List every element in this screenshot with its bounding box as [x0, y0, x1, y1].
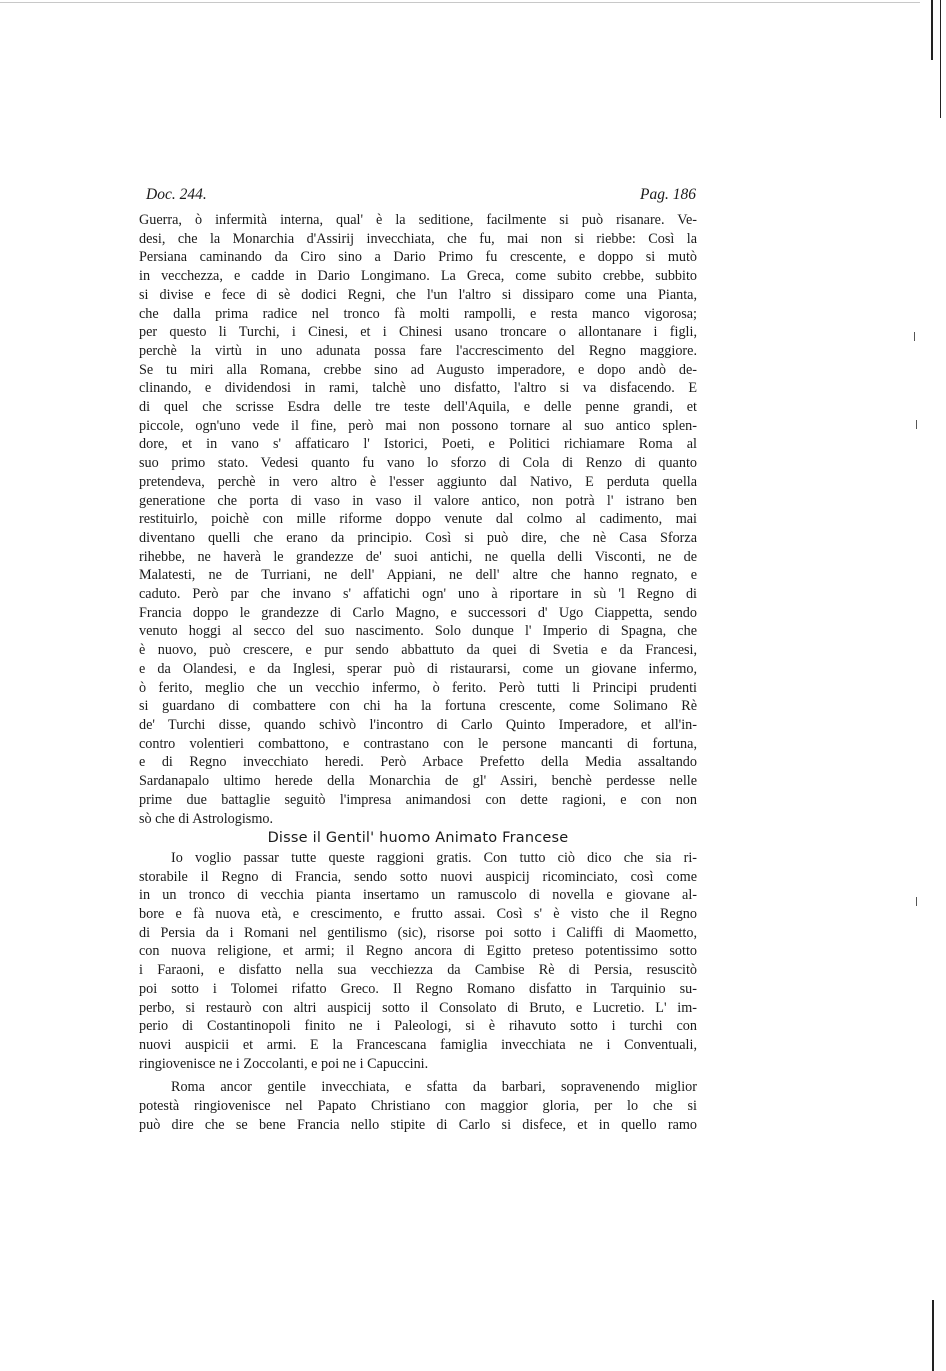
text-line: di quel che scrisse Esdra delle tre teste dell'Aquila, e delle penne grandi, et: [139, 399, 697, 416]
text-line: bore e fà nuova età, e crescimento, e frutto assai. Così s' è visto che il Regno: [139, 906, 697, 923]
text-line: suo primo stato. Vedesi quanto fu vano lo sforzo di Cola di Renzo di quanto: [139, 455, 697, 472]
text-line: poi sotto i Tolomei rifatto Greco. Il Regno Romano disfatto in Tarquinio su-: [139, 980, 697, 997]
text-line: Sardanapalo ultimo herede della Monarchia de gl' Assiri, benchè perdesse nelle: [139, 773, 697, 790]
text-line: i Faraoni, e disfatto nella sua vecchiezza da Cambise Rè di Persia, resuscitò: [139, 962, 697, 979]
text-line: perchè la virtù in uno adunata possa fare l'accrescimento del Regno maggiore.: [139, 342, 697, 359]
text-line: perbo, si restaurò con altri auspicij sotto il Consolato di Bruto, e Lucretio. L' im-: [139, 999, 697, 1016]
text-line: pretendeva, perchè in vero altro è l'esser aggiunto dal Nativo, E perduta quella: [139, 473, 697, 490]
text-line: contro volentieri combattono, e contrastano con le persone mancanti di fortuna,: [139, 735, 697, 752]
text-line: con nuova religione, et armi; il Regno ancora di Egitto preteso potentissimo sotto: [139, 943, 697, 960]
text-line: in un tronco di vecchia pianta insertamo un ramuscolo di novella e giovane al-: [139, 887, 697, 904]
text-line: piccole, ogn'uno vede il fine, però mai non possono tornare al suo antico splen-: [139, 417, 697, 434]
text-line: clinando, e dividendosi in rami, talchè uno disfatto, l'altro si va disfacendo. E: [139, 380, 697, 397]
text-line: generatione che porta di vaso in vaso il valore antico, non potrà l' istrano ben: [139, 492, 697, 509]
text-line: Se tu miri alla Romana, crebbe sino ad Augusto imperadore, e dopo andò de-: [139, 361, 697, 378]
text-line: può dire che se bene Francia nello stipite di Carlo si disfece, et in quello ramo: [139, 1116, 697, 1133]
text-line: si divise e fece di sè dodici Regni, che l'un l'altro si dissiparo come una Pianta,: [139, 286, 697, 303]
text-line: e di Regno invecchiato heredi. Però Arbace Prefetto della Media assaltando: [139, 754, 697, 771]
text-line: Guerra, ò infermità interna, qual' è la seditione, facilmente si può risanare. Ve-: [139, 212, 697, 228]
text-line: storabile il Regno di Francia, sendo sotto nuovi auspicij ricominciato, così come: [139, 868, 697, 885]
scan-edge-mark-top-right: [940, 0, 941, 118]
scan-edge-tick: [916, 897, 917, 906]
text-line: potestà ringiovenisce nel Papato Christiano con maggior gloria, per lo che si: [139, 1098, 697, 1115]
text-line: Malatesti, ne de Turriani, ne dell' Appiani, ne dell' altre che hanno regnato, e: [139, 567, 697, 584]
text-line: di Persia da i Romani nel gentilismo (sic), risorse poi sotto i Califfi di Maometto,: [139, 924, 697, 941]
text-line: Io voglio passar tutte queste raggioni gratis. Con tutto ciò dico che sia ri-: [171, 849, 697, 866]
page-number: Pag. 186: [640, 186, 696, 203]
document-number: Doc. 244.: [146, 186, 207, 203]
text-line: dore, et in vano s' affaticaro l' Istorici, Poeti, e Politici richiamare Roma al: [139, 436, 697, 453]
text-line: restituirlo, poichè con mille riforme doppo venute dal colmo al cadimento, mai: [139, 511, 697, 528]
scan-edge-tick: [914, 332, 915, 341]
section-heading: Disse il Gentil' huomo Animato Francese: [267, 830, 569, 847]
scan-edge-mark-bottom: [932, 1300, 934, 1371]
text-line: caduto. Però par che invano s' affatichi ogn' uno à riportare in sù 'l Regno di: [139, 586, 697, 603]
scan-edge-tick: [916, 420, 917, 429]
text-line: in vecchezza, e cadde in Dario Longimano. La Greca, come subito crebbe, subbito: [139, 268, 697, 285]
text-line: venuto hoggi al secco del suo nascimento. Solo dunque l' Imperio di Spagna, che: [139, 623, 697, 640]
text-line: per questo li Turchi, i Cinesi, et i Chinesi usano troncare o allontanare i figli,: [139, 324, 697, 341]
text-line: perio di Costantinopoli finito ne i Paleologi, si è rihavuto sotto i turchi con: [139, 1018, 697, 1035]
scan-edge-mark-top: [931, 0, 933, 60]
text-line: che dalla prima radice nel tronco fà molti rampolli, e resta manco vigorosa;: [139, 305, 697, 322]
text-line: Persiana caminando da Ciro sino a Dario Primo fu crescente, e doppo si mutò: [139, 249, 697, 266]
text-line: prime due battaglie seguitò l'impresa animandosi con dette ragioni, e con non: [139, 791, 697, 808]
text-line: diventano quelli che erano da principio. Così si può dire, che nè Casa Sforza: [139, 529, 697, 546]
text-line: Francia doppo le grandezze di Carlo Magno, e successori d' Ugo Ciappetta, sendo: [139, 604, 697, 621]
page-header: [146, 186, 696, 208]
text-line: sò che di Astrologismo.: [139, 810, 273, 827]
scan-top-rule: [0, 2, 920, 3]
text-line: ringiovenisce ne i Zoccolanti, e poi ne i Capuccini.: [139, 1055, 429, 1072]
paragraph-2: [139, 849, 697, 1073]
text-line: nuovi auspicii et armi. E la Francescana famiglia invecchiata ne i Conventuali,: [139, 1036, 697, 1053]
text-line: rihebbe, ne haverà le grandezze de' suoi antichi, ne quella delli Visconti, ne de: [139, 548, 697, 565]
text-line: desi, che la Monarchia d'Assirij invecchiata, che fu, mai non si riebbe: Così la: [139, 230, 697, 247]
text-line: si guardano di combattere con chi ha la fortuna crescente, come Solimano Rè: [139, 698, 697, 715]
text-line: de' Turchi disse, quando schivò l'incontro di Carlo Quinto Imperadore, et all'in-: [139, 716, 697, 733]
paragraph-1: [139, 211, 697, 828]
text-line: e da Olandesi, e da Inglesi, sperar può di ristaurarsi, come un giovane infermo,: [139, 660, 697, 677]
paragraph-3: [139, 1078, 697, 1134]
page-body: [139, 211, 697, 1134]
text-line: è nuovo, può crescere, e pur sendo abbattuto da quei di Svetia e da Francesi,: [139, 642, 697, 659]
text-line: Roma ancor gentile invecchiata, e sfatta da barbari, sopravenendo miglior: [171, 1079, 697, 1096]
text-line: ò ferito, meglio che un vecchio infermo, ò ferito. Però tutti li Principi prudenti: [139, 679, 697, 696]
